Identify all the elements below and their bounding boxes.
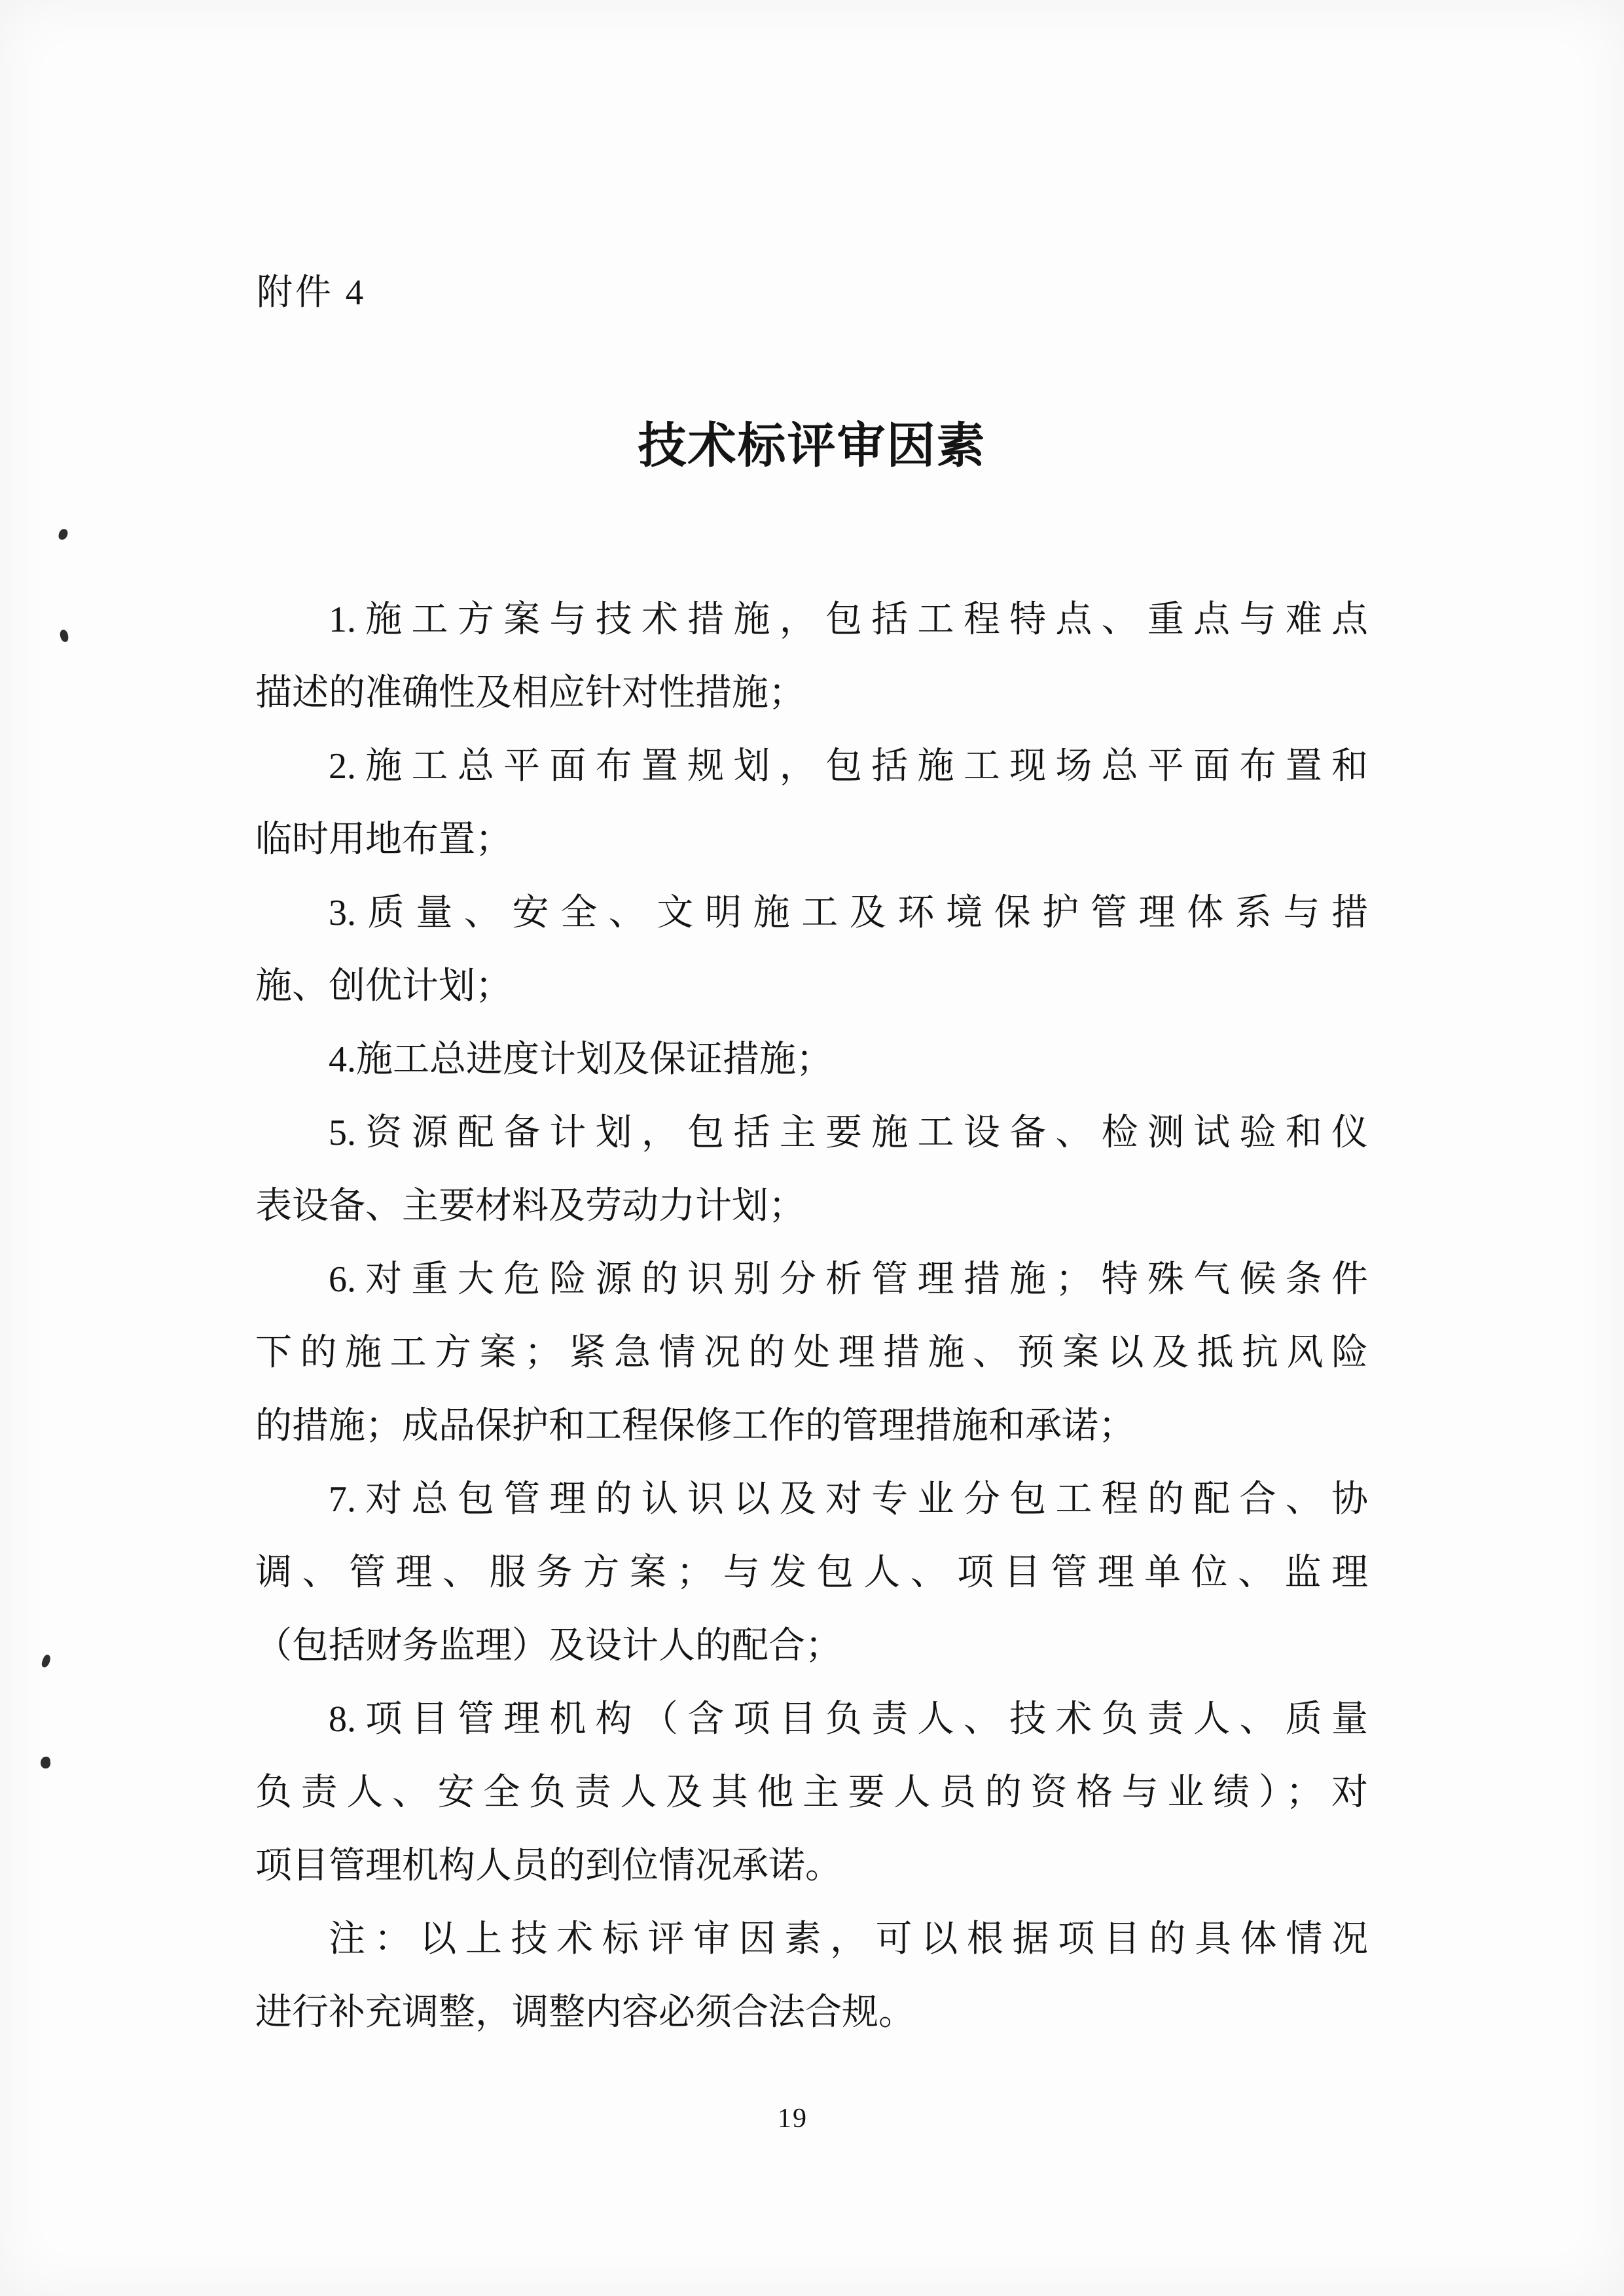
body-line-2: 描述的准确性及相应针对性措施； xyxy=(255,673,805,713)
body-line-6: 施、创优计划； xyxy=(255,966,512,1007)
attachment-label: 附件 4 xyxy=(257,272,367,312)
ink-speck xyxy=(41,1654,52,1668)
body-line-19: 注：以上技术标评审因素，可以根据项目的具体情况 xyxy=(329,1919,1368,1960)
page-title: 技术标评审因素 xyxy=(638,420,986,473)
body-line-13: 7.对总包管理的认识以及对专业分包工程的配合、协 xyxy=(329,1479,1368,1520)
ink-speck xyxy=(40,1756,51,1768)
body-line-7: 4.施工总进度计划及保证措施； xyxy=(329,1039,833,1080)
body-line-14: 调、管理、服务方案；与发包人、项目管理单位、监理 xyxy=(255,1552,1368,1593)
body-line-9: 表设备、主要材料及劳动力计划； xyxy=(255,1186,805,1227)
body-line-17: 负责人、安全负责人及其他主要人员的资格与业绩）；对 xyxy=(255,1772,1368,1813)
body-line-12: 的措施；成品保护和工程保修工作的管理措施和承诺； xyxy=(255,1406,1135,1446)
ink-speck xyxy=(60,629,69,642)
document-body xyxy=(255,583,1368,2049)
body-line-3: 2.施工总平面布置规划，包括施工现场总平面布置和 xyxy=(329,746,1368,787)
body-line-4: 临时用地布置； xyxy=(255,819,512,860)
body-line-20: 进行补充调整，调整内容必须合法合规。 xyxy=(255,1992,915,2033)
body-line-18: 项目管理机构人员的到位情况承诺。 xyxy=(255,1846,842,1886)
body-line-8: 5.资源配备计划，包括主要施工设备、检测试验和仪 xyxy=(329,1113,1368,1153)
body-line-16: 8.项目管理机构（含项目负责人、技术负责人、质量 xyxy=(329,1699,1368,1740)
ink-speck xyxy=(58,528,69,541)
page-number: 19 xyxy=(778,2104,808,2134)
body-line-11: 下的施工方案；紧急情况的处理措施、预案以及抵抗风险 xyxy=(255,1333,1368,1373)
body-line-15: （包括财务监理）及设计人的配合； xyxy=(255,1626,842,1666)
body-line-10: 6.对重大危险源的识别分析管理措施；特殊气候条件 xyxy=(329,1259,1368,1300)
body-line-5: 3.质量、安全、文明施工及环境保护管理体系与措 xyxy=(329,893,1368,933)
body-line-1: 1.施工方案与技术措施，包括工程特点、重点与难点 xyxy=(329,600,1368,640)
